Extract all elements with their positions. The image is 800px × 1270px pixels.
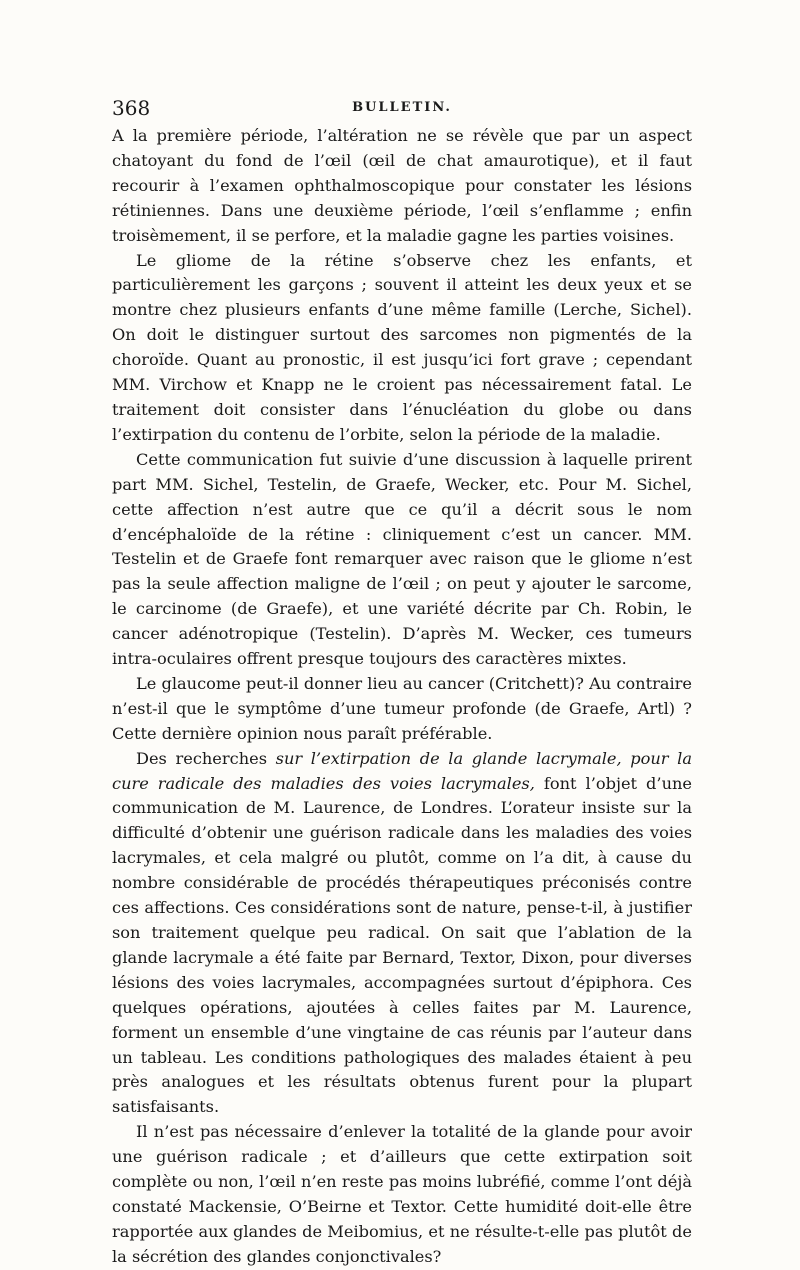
page-header <box>112 96 692 124</box>
body-text <box>112 124 692 1270</box>
paragraph: Le glaucome peut-il donner lieu au cancer (Critchett)? Au contraire n’est-il que le symptôme d’une tumeur profonde (de Graefe, Artl) ? Cette dernière opinion nous paraît préférable. <box>112 673 692 743</box>
running-head: BULLETIN. <box>352 100 452 115</box>
page-number: 368 <box>112 96 151 120</box>
paragraph: Il n’est pas nécessaire d’enlever la totalité de la glande pour avoir une guérison radicale ; et d’ailleurs que cette extirpation soit complète ou non, l’œil n’en reste pas moins lubréfié, comme l’ont déjà constaté Mackensie, O’Beirne et Textor. Cette humidité doit-elle être rapportée aux glandes de Meibomius, et ne résulte-t-elle pas plutôt de la sécrétion des glandes conjonctivales? <box>112 1122 692 1266</box>
paragraph: A la première période, l’altération ne se révèle que par un aspect chatoyant du fond de l’œil (œil de chat amaurotique), et il faut recourir à l’examen ophthalmoscopique pour constater les lésions rétiniennes. Dans une deuxième période, l’œil s’enflamme ; enfin troisèmement, il se perfore, et la maladie gagne les parties voisines. <box>112 126 692 245</box>
italic-title: sur l’extirpation de la glande lacrymale, pour la cure radicale des maladies des voies lacrymales, <box>112 748 692 793</box>
paragraph-text: Des recherches <box>136 748 276 768</box>
paragraph: Cette communication fut suivie d’une discussion à laquelle prirent part MM. Sichel, Testelin, de Graefe, Wecker, etc. Pour M. Sichel, cette affection n’est autre que ce qu’il a décrit sous le nom d’encéphaloïde de la rétine : cliniquement c’est un cancer. MM. Testelin et de Graefe font remarquer avec raison que le gliome n’est pas la seule affection maligne de l’œil ; on peut y ajouter le sarcome, le carcinome (de Graefe), et une variété décrite par Ch. Robin, le cancer adénotropique (Testelin). D’après M. Wecker, ces tumeurs intra-oculaires offrent presque toujours des caractères mixtes. <box>112 449 692 669</box>
paragraph: Le gliome de la rétine s’observe chez les enfants, et particulièrement les garçons ; souvent il atteint les deux yeux et se montre chez plusieurs enfants d’une même famille (Lerche, Sichel). On doit le distinguer surtout des sarcomes non pigmentés de la choroïde. Quant au pronostic, il est jusqu’ici fort grave ; cependant MM. Virchow et Knapp ne le croient pas nécessairement fatal. Le traitement doit consister dans l’énucléation du globe ou dans l’extirpation du contenu de l’orbite, selon la période de la maladie. <box>112 250 692 444</box>
document-page <box>112 96 692 1270</box>
paragraph-text: font l’objet d’une communication de M. Laurence, de Londres. L’orateur insiste sur la difficulté d’obtenir une guérison radicale dans les maladies des voies lacrymales, et cela malgré ou plutôt, comme on l’a dit, à cause du nombre considérable de procédés thérapeutiques préconisés contre ces affections. Ces considérations sont de nature, pense-t-il, à justifier son traitement quelque peu radical. On sait que l’ablation de la glande lacrymale a été faite par Bernard, Textor, Dixon, pour diverses lésions des voies lacrymales, accompagnées surtout d’épiphora. Ces quelques opérations, ajoutées à celles faites par M. Laurence, forment un ensemble d’une vingtaine de cas réunis par l’auteur dans un tableau. Les conditions pathologiques des malades étaient à peu près analogues et les résultats obtenus furent pour la plupart satisfaisants. <box>112 773 692 1117</box>
paragraph <box>112 747 692 1121</box>
